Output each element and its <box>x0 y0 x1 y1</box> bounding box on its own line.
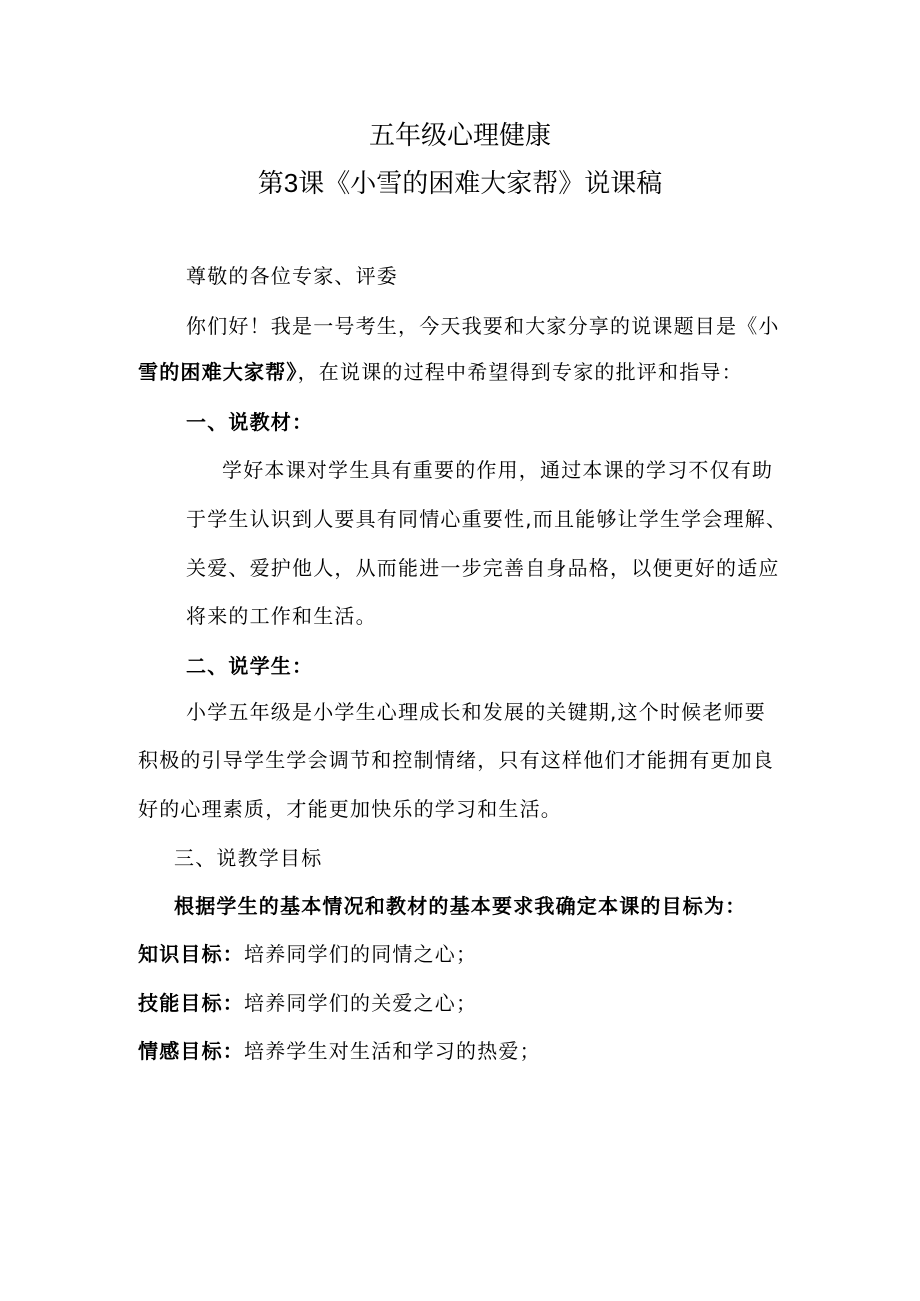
section-1-line-2: 于学生认识到人要具有同情心重要性,而且能够让学生学会理解、 <box>186 507 788 531</box>
section-2-heading: 二、说学生： <box>186 654 314 678</box>
goal-label: 情感目标： <box>138 1039 244 1063</box>
goal-skill <box>138 989 477 1017</box>
greeting: 尊敬的各位专家、评委 <box>186 264 398 288</box>
intro-line-2-rest: ，在说课的过程中希望得到专家的批评和指导： <box>297 360 743 384</box>
intro-line-2 <box>138 358 743 386</box>
section-1-line-4: 将来的工作和生活。 <box>186 604 377 628</box>
goal-text: 培养同学们的关爱之心； <box>244 991 478 1015</box>
section-3-intro: 根据学生的基本情况和教材的基本要求我确定本课的目标为： <box>174 894 747 918</box>
section-2-line-2: 积极的引导学生学会调节和控制情绪，只有这样他们才能拥有更加良 <box>138 748 774 772</box>
goal-text: 培养同学们的同情之心； <box>244 942 478 966</box>
section-1-line-3: 关爱、爱护他人，从而能进一步完善自身品格，以便更好的适应 <box>186 556 780 580</box>
goal-knowledge <box>138 940 477 968</box>
goal-label: 技能目标： <box>138 991 244 1015</box>
title-line-2: 第3课《小雪的困难大家帮》说课稿 <box>257 168 663 198</box>
section-1-heading: 一、说教材： <box>186 410 314 434</box>
goal-emotion <box>138 1037 541 1065</box>
intro-lesson-title: 雪的困难大家帮》 <box>138 360 298 384</box>
intro-line-1: 你们好！我是一号考生，今天我要和大家分享的说课题目是《小 <box>186 314 780 338</box>
goal-label: 知识目标： <box>138 942 244 966</box>
section-3-heading: 三、说教学目标 <box>174 846 323 870</box>
title-line-1: 五年级心理健康 <box>368 120 551 150</box>
goal-text: 培养学生对生活和学习的热爱； <box>244 1039 541 1063</box>
section-2-line-3: 好的心理素质，才能更加快乐的学习和生活。 <box>138 797 562 821</box>
section-2-line-1: 小学五年级是小学生心理成长和发展的关键期,这个时候老师要 <box>186 700 766 724</box>
section-1-line-1: 学好本课对学生具有重要的作用，通过本课的学习不仅有助 <box>222 458 774 482</box>
